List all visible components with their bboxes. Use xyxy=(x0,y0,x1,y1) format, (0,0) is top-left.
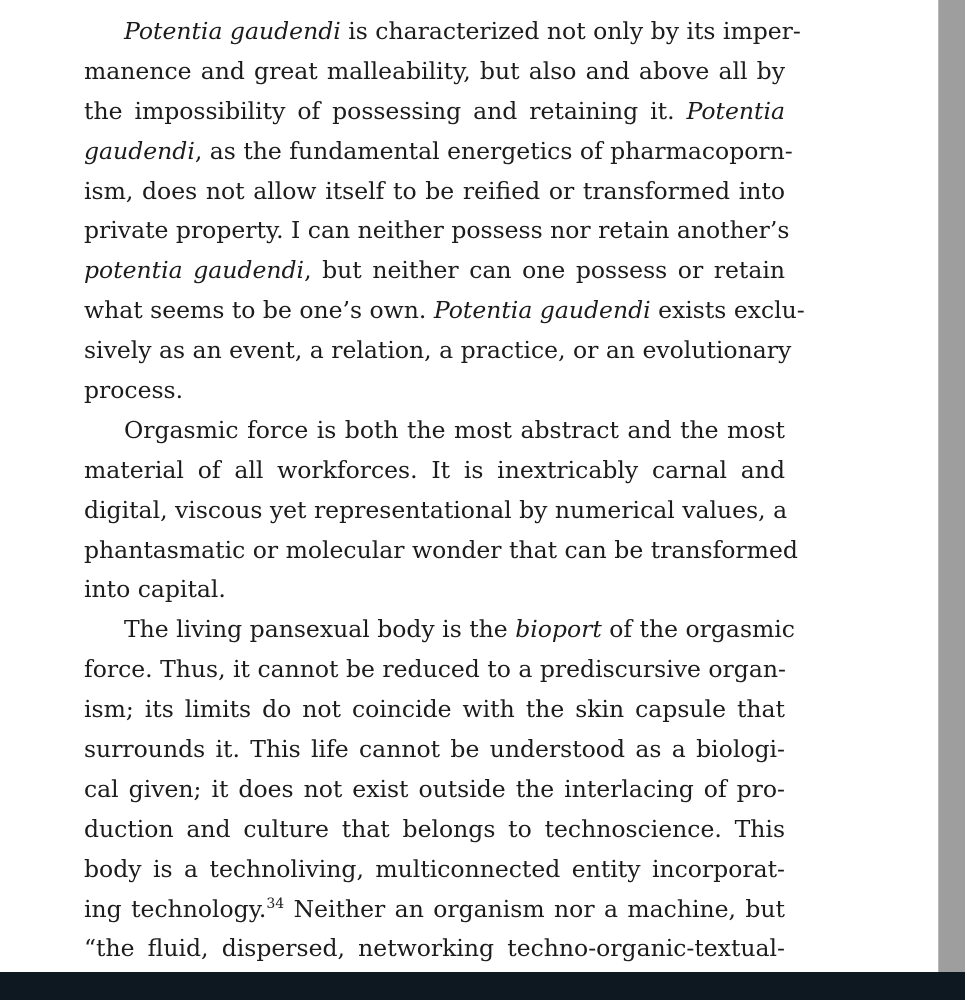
text-line xyxy=(84,770,785,810)
text-segment: Potentia gaudendi xyxy=(433,296,651,325)
text-segment: body is a technoliving, multiconnected entity incorporat- xyxy=(84,854,785,883)
text-segment: , as the fundamental energetics of pharmacoporn- xyxy=(194,136,793,165)
text-line xyxy=(84,52,785,92)
text-line xyxy=(84,570,785,610)
text-segment: Potentia gaudendi xyxy=(124,17,341,45)
text-segment: phantasmatic or molecular wonder that can be transformed xyxy=(84,535,798,564)
text-line xyxy=(84,331,792,371)
text-segment: Orgasmic force is both the most abstract and the most xyxy=(124,415,785,444)
text-segment: into capital. xyxy=(84,575,226,604)
text-segment: is characterized not only by its imper- xyxy=(340,17,801,45)
text-segment: process. xyxy=(84,376,184,405)
text-segment: cal given; it does not exist outside the interlacing of pro- xyxy=(84,774,785,803)
text-segment: ing technology. xyxy=(84,894,267,923)
text-line xyxy=(84,211,790,251)
text-line xyxy=(84,132,793,172)
text-line xyxy=(84,650,785,690)
text-segment: ism, does not allow itself to be reified or transformed into xyxy=(84,176,785,205)
text-segment: sively as an event, a relation, a practice, or an evolutionary xyxy=(84,336,792,365)
text-segment: Potentia xyxy=(686,96,785,125)
text-line xyxy=(84,371,785,411)
text-line xyxy=(84,531,798,571)
text-segment: duction and culture that belongs to technoscience. This xyxy=(84,814,785,843)
text-line xyxy=(84,172,785,212)
text-segment: digital, viscous yet representational by numerical values, a xyxy=(84,495,788,524)
text-line xyxy=(84,92,785,132)
text-line xyxy=(84,491,788,531)
text-segment: manence and great malleability, but also and above all by xyxy=(84,56,785,85)
paragraph xyxy=(84,411,798,610)
bottom-toolbar xyxy=(0,972,965,1000)
text-line xyxy=(84,890,785,930)
text-line xyxy=(84,929,785,969)
text-line xyxy=(84,411,785,451)
book-text-column xyxy=(84,12,805,969)
text-segment: bioport xyxy=(515,615,602,644)
text-segment: the impossibility of possessing and retaining it. xyxy=(84,96,687,125)
paragraph xyxy=(84,610,795,969)
text-segment: “the fluid, dispersed, networking techno-organic-textual- xyxy=(84,934,785,963)
text-segment: private property. I can neither possess nor retain another’s xyxy=(84,216,790,245)
text-line xyxy=(84,251,785,291)
text-segment: ism; its limits do not coincide with the skin capsule that xyxy=(84,695,785,724)
text-segment: force. Thus, it cannot be reduced to a prediscursive organ- xyxy=(84,655,786,684)
text-line xyxy=(84,610,795,650)
paragraph xyxy=(84,12,805,411)
text-segment: exists exclu- xyxy=(650,296,805,325)
text-line xyxy=(84,690,785,730)
text-segment: Neither an organism nor a machine, but xyxy=(284,894,785,923)
text-line xyxy=(84,810,785,850)
footnote-reference[interactable]: 34 xyxy=(266,895,285,912)
text-segment: surrounds it. This life cannot be understood as a biologi- xyxy=(84,735,785,764)
text-segment: of the orgasmic xyxy=(601,615,795,644)
text-line xyxy=(84,451,785,491)
text-segment: , but neither can one possess or retain xyxy=(304,256,786,285)
text-segment: potentia gaudendi xyxy=(84,256,305,285)
text-line xyxy=(84,12,801,52)
text-segment: what seems to be one’s own. xyxy=(84,296,434,325)
text-line xyxy=(84,730,785,770)
scrollbar[interactable] xyxy=(938,0,965,972)
text-segment: material of all workforces. It is inextricably carnal and xyxy=(84,455,785,484)
text-segment: gaudendi xyxy=(84,136,195,165)
text-line xyxy=(84,291,805,331)
text-segment: The living pansexual body is the xyxy=(124,615,516,644)
text-line xyxy=(84,850,785,890)
